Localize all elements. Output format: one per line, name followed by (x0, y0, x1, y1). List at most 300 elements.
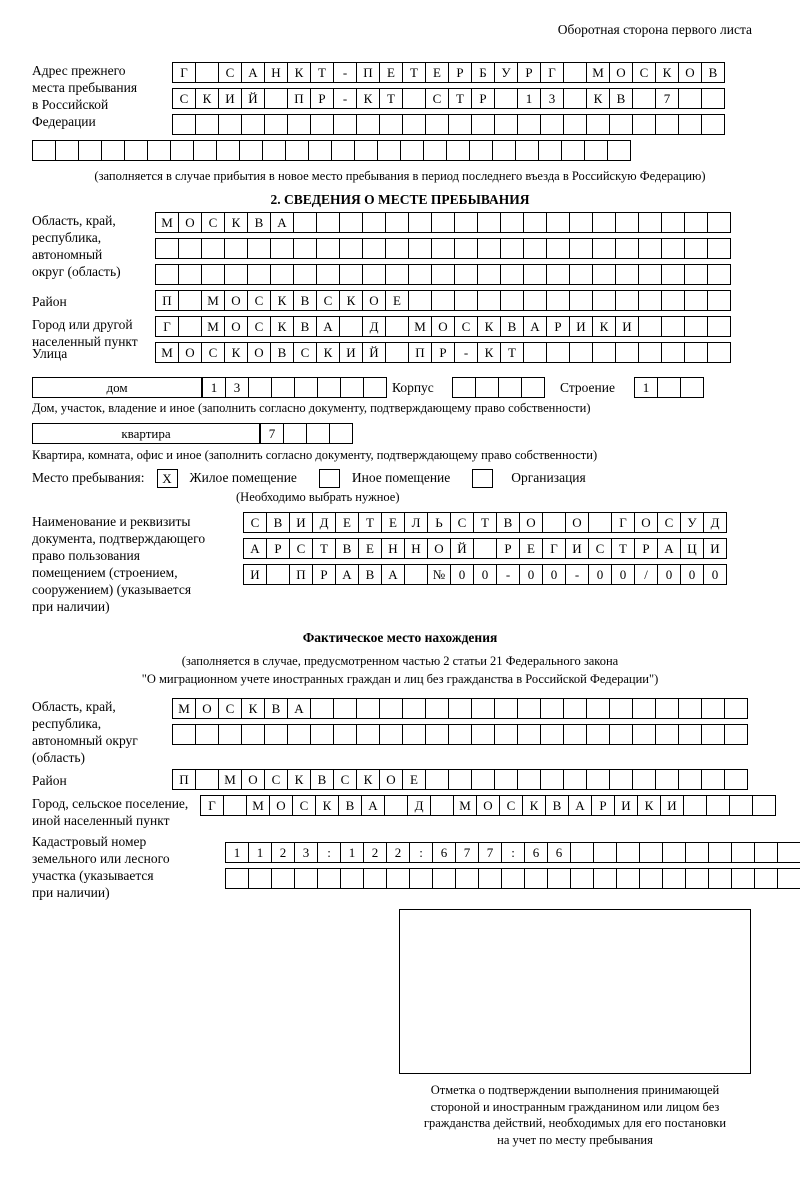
char-cell[interactable]: Ц (680, 538, 704, 559)
char-cell[interactable] (523, 264, 547, 285)
char-cell[interactable] (570, 868, 594, 889)
char-cell[interactable] (283, 423, 307, 444)
char-cell[interactable]: 0 (519, 564, 543, 585)
char-cell[interactable] (707, 264, 731, 285)
char-cell[interactable] (563, 62, 587, 83)
char-cell[interactable]: С (450, 512, 474, 533)
char-cell[interactable] (170, 140, 194, 161)
char-cell[interactable]: Т (473, 512, 497, 533)
char-cell[interactable]: О (269, 795, 293, 816)
char-cell[interactable] (517, 724, 541, 745)
char-cell[interactable] (639, 842, 663, 863)
char-cell[interactable] (662, 842, 686, 863)
char-cell[interactable] (683, 795, 707, 816)
char-cell[interactable] (615, 264, 639, 285)
char-cell[interactable]: И (614, 795, 638, 816)
char-cell[interactable]: О (224, 316, 248, 337)
char-cell[interactable] (477, 290, 501, 311)
char-cell[interactable] (724, 698, 748, 719)
char-cell[interactable] (455, 868, 479, 889)
char-cell[interactable]: 7 (478, 842, 502, 863)
char-cell[interactable] (172, 114, 196, 135)
char-cell[interactable]: П (155, 290, 179, 311)
char-cell[interactable]: С (247, 316, 271, 337)
char-cell[interactable] (678, 724, 702, 745)
char-cell[interactable] (448, 114, 472, 135)
char-cell[interactable] (684, 290, 708, 311)
char-cell[interactable] (593, 868, 617, 889)
char-cell[interactable]: П (289, 564, 313, 585)
char-cell[interactable]: В (545, 795, 569, 816)
char-cell[interactable] (538, 140, 562, 161)
char-cell[interactable]: 1 (202, 377, 226, 398)
char-cell[interactable]: С (333, 769, 357, 790)
char-cell[interactable]: Р (496, 538, 520, 559)
char-cell[interactable] (546, 212, 570, 233)
char-cell[interactable]: В (338, 795, 362, 816)
char-cell[interactable] (678, 769, 702, 790)
char-cell[interactable] (195, 724, 219, 745)
char-cell[interactable] (172, 724, 196, 745)
char-cell[interactable] (754, 868, 778, 889)
char-cell[interactable] (195, 62, 219, 83)
char-cell[interactable]: Г (200, 795, 224, 816)
char-cell[interactable] (293, 238, 317, 259)
char-cell[interactable]: О (565, 512, 589, 533)
char-cell[interactable] (586, 114, 610, 135)
char-cell[interactable] (425, 724, 449, 745)
char-cell[interactable]: 7 (260, 423, 284, 444)
char-cell[interactable] (615, 290, 639, 311)
char-cell[interactable]: Р (634, 538, 658, 559)
char-cell[interactable] (339, 264, 363, 285)
char-cell[interactable] (546, 290, 570, 311)
house-cells[interactable] (202, 377, 386, 398)
char-cell[interactable] (331, 140, 355, 161)
char-cell[interactable] (609, 114, 633, 135)
char-cell[interactable]: У (494, 62, 518, 83)
char-cell[interactable] (340, 868, 364, 889)
char-cell[interactable] (517, 114, 541, 135)
char-cell[interactable]: 6 (432, 842, 456, 863)
char-cell[interactable] (264, 724, 288, 745)
char-cell[interactable] (285, 140, 309, 161)
char-cell[interactable]: В (270, 342, 294, 363)
char-cell[interactable]: Д (407, 795, 431, 816)
char-cell[interactable] (498, 377, 522, 398)
char-cell[interactable] (684, 316, 708, 337)
char-cell[interactable] (607, 140, 631, 161)
char-cell[interactable] (224, 238, 248, 259)
char-cell[interactable]: М (201, 316, 225, 337)
char-cell[interactable]: Е (358, 538, 382, 559)
char-cell[interactable]: О (241, 769, 265, 790)
char-cell[interactable] (266, 564, 290, 585)
char-cell[interactable] (385, 342, 409, 363)
char-cell[interactable] (385, 264, 409, 285)
char-cell[interactable] (384, 795, 408, 816)
char-cell[interactable] (293, 212, 317, 233)
char-cell[interactable] (124, 140, 148, 161)
char-cell[interactable] (754, 842, 778, 863)
char-cell[interactable] (473, 538, 497, 559)
char-cell[interactable]: 0 (680, 564, 704, 585)
char-cell[interactable]: И (565, 538, 589, 559)
char-cell[interactable] (310, 698, 334, 719)
char-cell[interactable]: К (270, 290, 294, 311)
char-cell[interactable]: О (362, 290, 386, 311)
char-cell[interactable] (477, 212, 501, 233)
char-cell[interactable] (638, 264, 662, 285)
char-cell[interactable] (247, 264, 271, 285)
char-cell[interactable]: К (287, 62, 311, 83)
char-cell[interactable] (362, 264, 386, 285)
char-cell[interactable] (500, 238, 524, 259)
char-cell[interactable] (354, 140, 378, 161)
char-cell[interactable] (271, 377, 295, 398)
char-cell[interactable]: Е (519, 538, 543, 559)
char-cell[interactable] (494, 769, 518, 790)
char-cell[interactable]: Й (450, 538, 474, 559)
char-cell[interactable]: А (316, 316, 340, 337)
char-cell[interactable] (178, 290, 202, 311)
char-cell[interactable] (707, 342, 731, 363)
char-cell[interactable]: Г (172, 62, 196, 83)
char-cell[interactable]: С (264, 769, 288, 790)
char-cell[interactable] (317, 868, 341, 889)
char-cell[interactable] (517, 769, 541, 790)
char-cell[interactable] (201, 264, 225, 285)
char-cell[interactable] (661, 316, 685, 337)
char-cell[interactable] (661, 342, 685, 363)
char-cell[interactable] (547, 868, 571, 889)
char-cell[interactable] (329, 423, 353, 444)
char-cell[interactable]: И (660, 795, 684, 816)
char-cell[interactable]: Р (517, 62, 541, 83)
char-cell[interactable] (385, 316, 409, 337)
char-cell[interactable]: О (247, 342, 271, 363)
char-cell[interactable] (216, 140, 240, 161)
char-cell[interactable]: 1 (225, 842, 249, 863)
char-cell[interactable]: 1 (248, 842, 272, 863)
char-cell[interactable] (193, 140, 217, 161)
char-cell[interactable]: 2 (271, 842, 295, 863)
char-cell[interactable]: Е (425, 62, 449, 83)
char-cell[interactable]: С (292, 795, 316, 816)
char-cell[interactable]: 0 (473, 564, 497, 585)
char-cell[interactable] (570, 842, 594, 863)
char-cell[interactable] (561, 140, 585, 161)
char-cell[interactable] (569, 212, 593, 233)
char-cell[interactable]: 1 (634, 377, 658, 398)
char-cell[interactable] (684, 238, 708, 259)
char-cell[interactable] (569, 238, 593, 259)
char-cell[interactable]: С (293, 342, 317, 363)
char-cell[interactable]: Г (155, 316, 179, 337)
char-cell[interactable] (701, 88, 725, 109)
char-cell[interactable] (569, 264, 593, 285)
char-cell[interactable]: 7 (655, 88, 679, 109)
char-cell[interactable] (724, 724, 748, 745)
char-cell[interactable]: - (454, 342, 478, 363)
char-cell[interactable] (356, 724, 380, 745)
char-cell[interactable]: О (379, 769, 403, 790)
char-cell[interactable]: Н (264, 62, 288, 83)
char-cell[interactable] (540, 114, 564, 135)
char-cell[interactable] (724, 769, 748, 790)
char-cell[interactable] (632, 88, 656, 109)
char-cell[interactable] (609, 698, 633, 719)
char-cell[interactable]: Н (381, 538, 405, 559)
char-cell[interactable]: Е (385, 290, 409, 311)
char-cell[interactable]: № (427, 564, 451, 585)
prev-address-row-1[interactable] (172, 62, 724, 83)
char-cell[interactable] (655, 114, 679, 135)
char-cell[interactable] (609, 724, 633, 745)
char-cell[interactable]: С (201, 342, 225, 363)
char-cell[interactable] (638, 316, 662, 337)
char-cell[interactable]: В (358, 564, 382, 585)
region-row-3[interactable] (155, 264, 730, 285)
char-cell[interactable]: 0 (450, 564, 474, 585)
char-cell[interactable] (638, 290, 662, 311)
char-cell[interactable] (471, 698, 495, 719)
char-cell[interactable] (494, 724, 518, 745)
prev-address-row-3[interactable] (172, 114, 724, 135)
char-cell[interactable] (777, 842, 800, 863)
char-cell[interactable]: В (247, 212, 271, 233)
char-cell[interactable]: Т (500, 342, 524, 363)
char-cell[interactable]: Р (312, 564, 336, 585)
char-cell[interactable]: К (655, 62, 679, 83)
char-cell[interactable] (477, 238, 501, 259)
char-cell[interactable] (402, 88, 426, 109)
char-cell[interactable]: К (522, 795, 546, 816)
char-cell[interactable]: 2 (386, 842, 410, 863)
char-cell[interactable] (678, 114, 702, 135)
char-cell[interactable]: С (454, 316, 478, 337)
char-cell[interactable] (680, 377, 704, 398)
char-cell[interactable] (385, 212, 409, 233)
char-cell[interactable]: О (678, 62, 702, 83)
char-cell[interactable] (706, 795, 730, 816)
char-cell[interactable] (448, 724, 472, 745)
char-cell[interactable]: А (243, 538, 267, 559)
char-cell[interactable]: Д (703, 512, 727, 533)
char-cell[interactable] (707, 316, 731, 337)
char-cell[interactable] (708, 868, 732, 889)
char-cell[interactable] (356, 698, 380, 719)
char-cell[interactable] (423, 140, 447, 161)
char-cell[interactable] (241, 114, 265, 135)
char-cell[interactable] (500, 264, 524, 285)
char-cell[interactable] (777, 868, 800, 889)
char-cell[interactable]: 1 (517, 88, 541, 109)
actual-region-row-2[interactable] (172, 724, 747, 745)
char-cell[interactable] (731, 868, 755, 889)
city-row[interactable] (155, 316, 730, 337)
char-cell[interactable] (239, 140, 263, 161)
char-cell[interactable]: 3 (540, 88, 564, 109)
char-cell[interactable]: А (523, 316, 547, 337)
char-cell[interactable]: К (356, 769, 380, 790)
char-cell[interactable]: 2 (363, 842, 387, 863)
char-cell[interactable]: С (201, 212, 225, 233)
char-cell[interactable]: С (172, 88, 196, 109)
char-cell[interactable]: А (657, 538, 681, 559)
char-cell[interactable]: В (293, 290, 317, 311)
char-cell[interactable] (262, 140, 286, 161)
char-cell[interactable]: М (201, 290, 225, 311)
document-row-1[interactable] (243, 512, 726, 533)
char-cell[interactable] (339, 238, 363, 259)
char-cell[interactable]: С (316, 290, 340, 311)
char-cell[interactable] (178, 238, 202, 259)
stroenie-cells[interactable] (634, 377, 703, 398)
char-cell[interactable] (563, 769, 587, 790)
char-cell[interactable] (362, 212, 386, 233)
char-cell[interactable] (264, 88, 288, 109)
char-cell[interactable] (523, 238, 547, 259)
char-cell[interactable] (248, 868, 272, 889)
prev-address-row-2[interactable] (172, 88, 724, 109)
char-cell[interactable] (661, 264, 685, 285)
char-cell[interactable]: К (477, 342, 501, 363)
char-cell[interactable]: М (155, 212, 179, 233)
char-cell[interactable]: 0 (703, 564, 727, 585)
char-cell[interactable] (540, 769, 564, 790)
char-cell[interactable] (310, 114, 334, 135)
char-cell[interactable] (701, 114, 725, 135)
char-cell[interactable]: Р (546, 316, 570, 337)
char-cell[interactable]: А (241, 62, 265, 83)
char-cell[interactable]: В (266, 512, 290, 533)
char-cell[interactable] (685, 842, 709, 863)
char-cell[interactable]: Р (448, 62, 472, 83)
char-cell[interactable] (155, 238, 179, 259)
char-cell[interactable]: Р (431, 342, 455, 363)
char-cell[interactable]: К (224, 342, 248, 363)
char-cell[interactable] (271, 868, 295, 889)
char-cell[interactable] (584, 140, 608, 161)
char-cell[interactable]: С (247, 290, 271, 311)
char-cell[interactable] (408, 290, 432, 311)
char-cell[interactable] (32, 140, 56, 161)
char-cell[interactable]: К (586, 88, 610, 109)
char-cell[interactable] (569, 290, 593, 311)
char-cell[interactable] (569, 342, 593, 363)
char-cell[interactable] (540, 698, 564, 719)
char-cell[interactable] (454, 264, 478, 285)
char-cell[interactable]: О (634, 512, 658, 533)
char-cell[interactable] (379, 698, 403, 719)
char-cell[interactable]: Б (471, 62, 495, 83)
char-cell[interactable] (655, 698, 679, 719)
document-row-3[interactable] (243, 564, 726, 585)
char-cell[interactable] (340, 377, 364, 398)
char-cell[interactable]: К (241, 698, 265, 719)
char-cell[interactable]: 0 (588, 564, 612, 585)
char-cell[interactable] (517, 698, 541, 719)
char-cell[interactable] (155, 264, 179, 285)
char-cell[interactable] (363, 377, 387, 398)
char-cell[interactable] (661, 238, 685, 259)
char-cell[interactable] (586, 698, 610, 719)
char-cell[interactable] (147, 140, 171, 161)
char-cell[interactable]: : (317, 842, 341, 863)
char-cell[interactable]: 7 (455, 842, 479, 863)
char-cell[interactable]: Д (312, 512, 336, 533)
char-cell[interactable] (657, 377, 681, 398)
char-cell[interactable]: Т (611, 538, 635, 559)
char-cell[interactable]: А (270, 212, 294, 233)
char-cell[interactable] (425, 114, 449, 135)
char-cell[interactable] (616, 868, 640, 889)
char-cell[interactable]: 0 (542, 564, 566, 585)
char-cell[interactable] (471, 114, 495, 135)
char-cell[interactable]: П (172, 769, 196, 790)
char-cell[interactable] (400, 140, 424, 161)
char-cell[interactable]: М (246, 795, 270, 816)
char-cell[interactable]: Д (362, 316, 386, 337)
char-cell[interactable]: О (476, 795, 500, 816)
char-cell[interactable]: - (565, 564, 589, 585)
char-cell[interactable] (431, 264, 455, 285)
char-cell[interactable] (425, 769, 449, 790)
char-cell[interactable] (729, 795, 753, 816)
char-cell[interactable]: С (425, 88, 449, 109)
char-cell[interactable]: О (609, 62, 633, 83)
char-cell[interactable] (615, 342, 639, 363)
char-cell[interactable] (469, 140, 493, 161)
char-cell[interactable]: К (477, 316, 501, 337)
char-cell[interactable] (454, 290, 478, 311)
char-cell[interactable] (287, 724, 311, 745)
char-cell[interactable]: 6 (547, 842, 571, 863)
char-cell[interactable] (446, 140, 470, 161)
char-cell[interactable] (385, 238, 409, 259)
char-cell[interactable]: С (499, 795, 523, 816)
char-cell[interactable]: Е (379, 62, 403, 83)
char-cell[interactable] (218, 114, 242, 135)
char-cell[interactable] (592, 212, 616, 233)
char-cell[interactable] (293, 264, 317, 285)
char-cell[interactable] (563, 724, 587, 745)
char-cell[interactable]: 1 (340, 842, 364, 863)
char-cell[interactable]: Е (402, 769, 426, 790)
char-cell[interactable]: С (218, 62, 242, 83)
char-cell[interactable]: Т (358, 512, 382, 533)
char-cell[interactable] (500, 212, 524, 233)
char-cell[interactable]: С (243, 512, 267, 533)
char-cell[interactable] (333, 724, 357, 745)
char-cell[interactable] (521, 377, 545, 398)
char-cell[interactable] (701, 724, 725, 745)
char-cell[interactable]: П (287, 88, 311, 109)
char-cell[interactable] (494, 88, 518, 109)
char-cell[interactable]: И (243, 564, 267, 585)
char-cell[interactable]: О (224, 290, 248, 311)
char-cell[interactable] (270, 238, 294, 259)
char-cell[interactable] (248, 377, 272, 398)
char-cell[interactable] (379, 724, 403, 745)
char-cell[interactable] (494, 698, 518, 719)
char-cell[interactable]: В (293, 316, 317, 337)
char-cell[interactable] (616, 842, 640, 863)
char-cell[interactable] (542, 512, 566, 533)
char-cell[interactable]: М (453, 795, 477, 816)
char-cell[interactable] (515, 140, 539, 161)
